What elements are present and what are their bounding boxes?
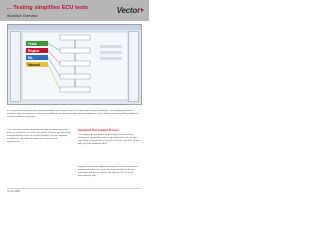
vector-logo: Vector <box>116 6 140 15</box>
diagram-side-item <box>100 45 122 48</box>
diagram-node <box>60 35 90 40</box>
diagram-label-eil: EIL <box>28 55 34 60</box>
paragraph-intro: ECU systems are growing ever more demanding; their software must be tested under realistic conditions. Test automation removes repetitive steps so engineers can focus on validating new functions within short development cycles while maintaining full traceability of results throughout the project. <box>7 110 138 118</box>
diagram-side-item <box>100 57 122 60</box>
paragraph-right: Test sequences are defined graphically or in tabular form. Parameters, stimulation values and expected results are kept separately, so existing tests can be reused for new ECU variants with very little additional effort. <box>78 134 141 145</box>
section-heading: Structured Test Creation Process <box>78 129 120 132</box>
logo-arrow-icon <box>141 8 144 12</box>
diagram-node <box>60 74 90 79</box>
paragraph-right-2: Engineers define the expected behaviour, the tool creates the stimuli and checks the responses automatically. Faults are documented with time stamps and signal traces for every executed test step. <box>78 166 138 177</box>
diagram-node <box>60 61 90 66</box>
diagram-side-item <box>100 51 122 54</box>
diagram-node <box>60 48 90 53</box>
diagram-label-tests: Tests <box>28 41 37 46</box>
footer-page: Vector 2018 <box>7 190 20 193</box>
page-title: ... Testing simplifies ECU tests <box>7 5 89 11</box>
page-subtitle: Workflow Overview <box>7 14 38 18</box>
figure-screenshot <box>7 24 142 105</box>
paragraph-left: Test cases are created once and executed automatically on the bench, in simulation or on the real vehicle. Reports are generated immediately after each run so that deviations can be analysed quickly and compared with earlier test sessions and specifications. <box>7 129 71 143</box>
diagram-node <box>60 87 90 92</box>
diagram-label-manual: Manual <box>28 62 40 67</box>
footer-divider <box>7 188 142 189</box>
diagram-label-engine: Engine <box>28 48 40 53</box>
